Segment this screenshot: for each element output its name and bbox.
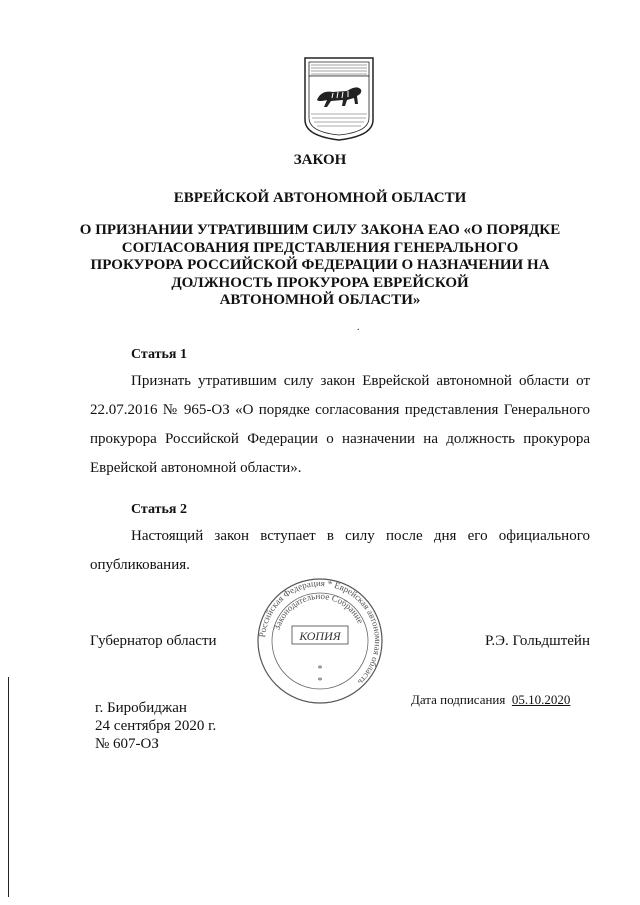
city: г. Биробиджан bbox=[95, 700, 187, 716]
law-title-line: АВТОНОМНОЙ ОБЛАСТИ» bbox=[219, 292, 421, 308]
article-1-text bbox=[90, 367, 590, 483]
signing-date-value: 05.10.2020 bbox=[511, 692, 571, 707]
article-1-heading: Статья 1 bbox=[131, 347, 187, 362]
law-title-line: О ПРИЗНАНИИ УТРАТИВШИМ СИЛУ ЗАКОНА ЕАО «О ПОРЯДКЕ bbox=[79, 222, 561, 238]
svg-text:КОПИЯ: КОПИЯ bbox=[299, 629, 341, 643]
article-1-line: Признать утратившим силу закон Еврейской автономной области от bbox=[131, 373, 590, 389]
law-title-line: СОГЛАСОВАНИЯ ПРЕДСТАВЛЕНИЯ ГЕНЕРАЛЬНОГО bbox=[121, 239, 519, 256]
article-1-line: прокурора Российской Федерации о назначении на должность прокурора bbox=[90, 431, 590, 447]
svg-text:*: * bbox=[317, 676, 323, 687]
official-seal-stamp bbox=[255, 576, 385, 706]
scan-margin-line bbox=[8, 677, 9, 897]
svg-text:*: * bbox=[317, 664, 323, 675]
document-type: ЗАКОН bbox=[293, 152, 347, 168]
article-1-line: 22.07.2016 № 965-ОЗ «О порядке согласования представления Генерального bbox=[90, 402, 590, 418]
article-1-line: Еврейской автономной области». bbox=[90, 460, 302, 476]
article-2-heading: Статья 2 bbox=[131, 502, 187, 517]
law-title-line: ДОЛЖНОСТЬ ПРОКУРОРА ЕВРЕЙСКОЙ bbox=[171, 274, 469, 291]
article-2-line: опубликования. bbox=[90, 557, 190, 573]
tiger-coat-of-arms-icon bbox=[303, 56, 375, 142]
law-number: № 607-ОЗ bbox=[95, 736, 159, 752]
signatory-position: Губернатор области bbox=[90, 633, 217, 649]
svg-text:Российская Федерация * Еврейск: Российская Федерация * Еврейская автономная область bbox=[257, 577, 384, 688]
signing-date-label: Дата подписания bbox=[411, 692, 506, 707]
signatory-name: Р.Э. Гольдштейн bbox=[484, 633, 590, 649]
article-2-text bbox=[90, 522, 590, 580]
article-2-line: Настоящий закон вступает в силу после дня его официального bbox=[131, 528, 590, 544]
law-date: 24 сентября 2020 г. bbox=[95, 718, 217, 734]
place-and-number bbox=[95, 699, 216, 753]
law-title bbox=[0, 222, 640, 310]
signing-date bbox=[411, 692, 570, 708]
region-name: ЕВРЕЙСКОЙ АВТОНОМНОЙ ОБЛАСТИ bbox=[173, 190, 467, 206]
stray-dot: . bbox=[357, 322, 360, 333]
law-title-line: ПРОКУРОРА РОССИЙСКОЙ ФЕДЕРАЦИИ О НАЗНАЧЕНИИ НА bbox=[90, 257, 550, 273]
svg-text:Законодательное Собрание: Законодательное Собрание bbox=[271, 590, 366, 632]
